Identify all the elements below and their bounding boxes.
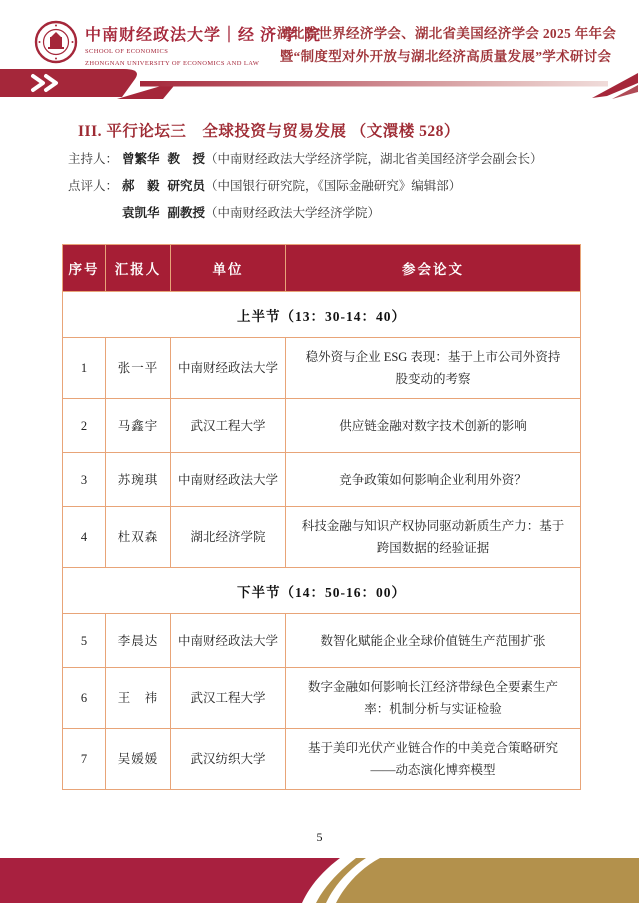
presenter-affiliation: 中南财经政法大学 bbox=[171, 338, 286, 399]
session-row bbox=[63, 568, 581, 614]
presenter-name: 李晨达 bbox=[106, 614, 171, 668]
logo-en-line2: ZHONGNAN UNIVERSITY OF ECONOMICS AND LAW bbox=[85, 59, 260, 67]
paper-title: 供应链金融对数字技术创新的影响 bbox=[286, 399, 581, 453]
row-number: 6 bbox=[63, 668, 106, 729]
presenter-name: 吴媛媛 bbox=[106, 729, 171, 790]
session-row bbox=[63, 292, 581, 338]
host-affiliation: （中南财经政法大学经济学院，湖北省美国经济学会副会长） bbox=[205, 152, 543, 166]
paper-title: 数智化赋能企业全球价值链生产范围扩张 bbox=[286, 614, 581, 668]
commentator-label: 点评人： bbox=[68, 179, 119, 193]
logo-en-line1: SCHOOL OF ECONOMICS bbox=[85, 48, 169, 55]
presenter-name: 杜双森 bbox=[106, 507, 171, 568]
forum-title: III. 平行论坛三 全球投资与贸易发展 （文澴楼 528） bbox=[78, 123, 460, 140]
header-cell-number: 序号 bbox=[63, 245, 106, 292]
paper-title: 竞争政策如何影响企业利用外资？ bbox=[286, 453, 581, 507]
paper-title: 基于美印光伏产业链合作的中美竞合策略研究——动态演化博弈模型 bbox=[286, 729, 581, 790]
presenter-affiliation: 湖北经济学院 bbox=[171, 507, 286, 568]
header-cell-paper: 参会论文 bbox=[286, 245, 581, 292]
row-number: 4 bbox=[63, 507, 106, 568]
logo-cn-name: 中南财经政法大学｜经 济 学 院 bbox=[85, 27, 322, 44]
host-label: 主持人： bbox=[68, 152, 119, 166]
header-cell-presenter: 汇报人 bbox=[106, 245, 171, 292]
page-number: 5 bbox=[316, 830, 323, 844]
table-row bbox=[63, 338, 581, 399]
presenter-affiliation: 中南财经政法大学 bbox=[171, 614, 286, 668]
host-line bbox=[68, 146, 608, 173]
table-header-row bbox=[63, 245, 581, 292]
presenter-name: 苏琬琪 bbox=[106, 453, 171, 507]
commentator-line-2 bbox=[68, 200, 608, 227]
commentator1-title: 研究员 bbox=[167, 179, 206, 193]
row-number: 3 bbox=[63, 453, 106, 507]
presenter-name: 张一平 bbox=[106, 338, 171, 399]
paper-title: 数字金融如何影响长江经济带绿色全要素生产率：机制分析与实证检验 bbox=[286, 668, 581, 729]
presenter-name: 马鑫宇 bbox=[106, 399, 171, 453]
header-banner-decoration bbox=[0, 64, 639, 108]
commentator1-name: 郝 毅 bbox=[122, 179, 160, 193]
commentator2-title: 副教授 bbox=[167, 206, 206, 220]
presenter-affiliation: 武汉工程大学 bbox=[171, 399, 286, 453]
conference-title-line1: 湖北省世界经济学会、湖北省美国经济学会 2025 年年会 bbox=[277, 26, 617, 41]
session-label: 下半节（14：50-16：00） bbox=[63, 568, 581, 614]
table-row bbox=[63, 453, 581, 507]
presenter-affiliation: 武汉纺织大学 bbox=[171, 729, 286, 790]
program-table bbox=[62, 244, 581, 790]
table-row bbox=[63, 729, 581, 790]
commentator2-affiliation: （中南财经政法大学经济学院） bbox=[205, 206, 381, 220]
commentator-line-1 bbox=[68, 173, 608, 200]
conference-title-line2: 暨“制度型对外开放与湖北经济高质量发展”学术研讨会 bbox=[279, 48, 612, 64]
footer-band-decoration bbox=[0, 858, 639, 903]
presenter-affiliation: 武汉工程大学 bbox=[171, 668, 286, 729]
paper-title: 科技金融与知识产权协同驱动新质生产力：基于跨国数据的经验证据 bbox=[286, 507, 581, 568]
commentator1-affiliation: （中国银行研究院，《国际金融研究》编辑部） bbox=[205, 179, 462, 193]
conference-title bbox=[277, 23, 617, 68]
session-people bbox=[68, 146, 608, 227]
table-row bbox=[63, 614, 581, 668]
row-number: 2 bbox=[63, 399, 106, 453]
row-number: 1 bbox=[63, 338, 106, 399]
row-number: 5 bbox=[63, 614, 106, 668]
header-cell-affiliation: 单位 bbox=[171, 245, 286, 292]
paper-title: 稳外资与企业 ESG 表现：基于上市公司外资持股变动的考察 bbox=[286, 338, 581, 399]
presenter-name: 王 祎 bbox=[106, 668, 171, 729]
host-name: 曾繁华 bbox=[122, 152, 160, 166]
presenter-affiliation: 中南财经政法大学 bbox=[171, 453, 286, 507]
table-row bbox=[63, 668, 581, 729]
university-seal-icon bbox=[34, 20, 78, 64]
table-row bbox=[63, 507, 581, 568]
program-table-body bbox=[63, 292, 581, 790]
session-label: 上半节（13：30-14：40） bbox=[63, 292, 581, 338]
host-title: 教 授 bbox=[167, 152, 206, 166]
commentator2-name: 袁凯华 bbox=[122, 206, 160, 220]
table-row bbox=[63, 399, 581, 453]
row-number: 7 bbox=[63, 729, 106, 790]
